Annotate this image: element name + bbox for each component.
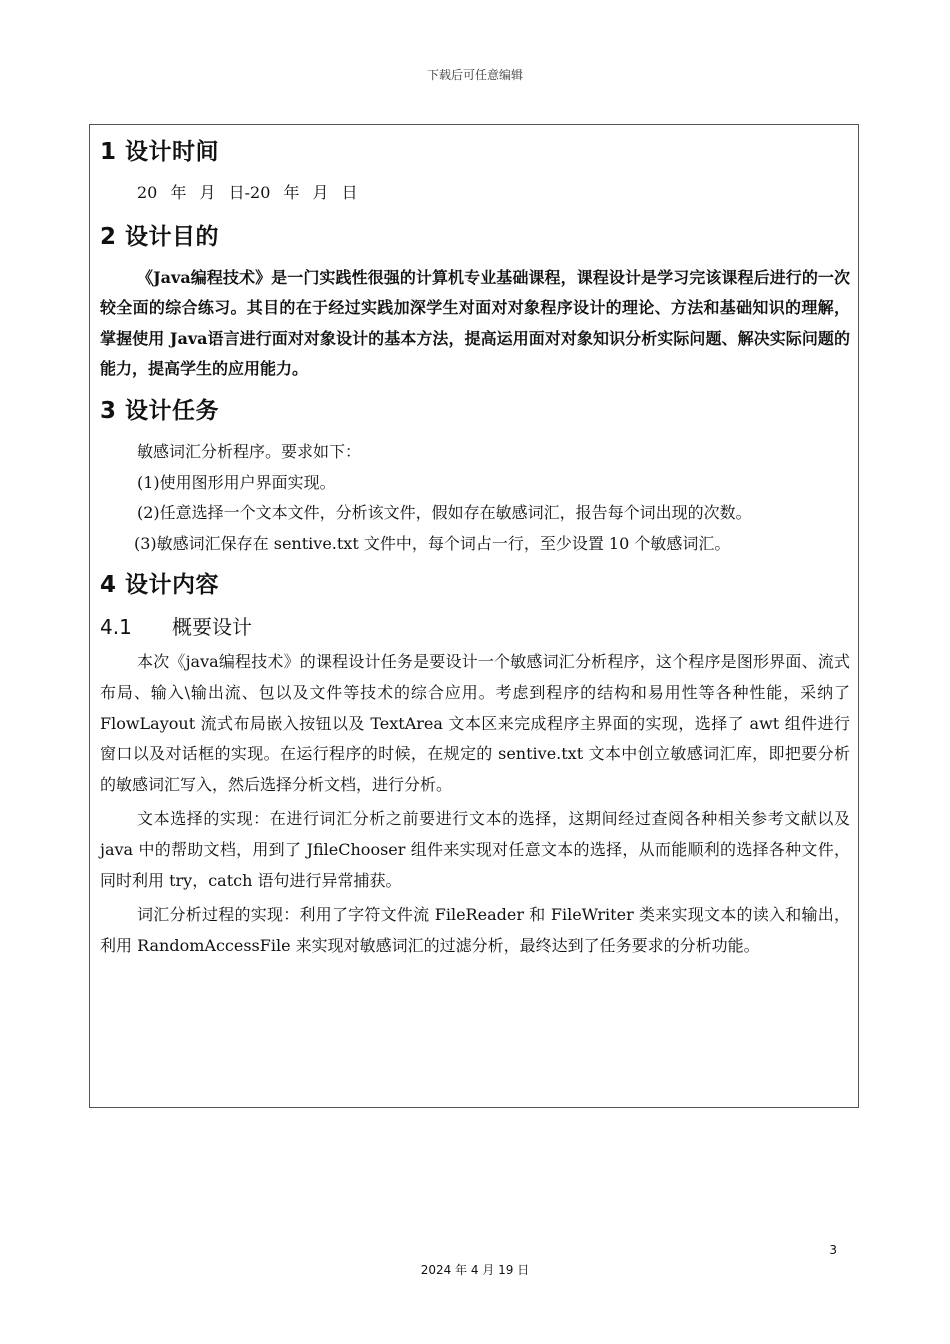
- section-1-title: 1 设计时间: [100, 139, 220, 165]
- task-intro: 敏感词汇分析程序。要求如下：: [137, 441, 362, 461]
- subsection-number: 4.1: [100, 615, 132, 640]
- task-requirement-1: (1)使用图形用户界面实现。: [137, 472, 336, 492]
- overview-paragraph-2: 文本选择的实现：在进行词汇分析之前要进行文本的选择，这期间经过查阅各种相关参考文献以及 java 中的帮助文档，用到了 JfileChooser 组件来实现对任意文本的选择，从而能顺利的选择各种文件，同时利用 try，catch 语句进行异常捕获。: [100, 809, 850, 890]
- header-note: 下载后可任意编辑: [426, 68, 523, 82]
- task-requirement-3: (3)敏感词汇保存在 sentive.txt 文件中，每个词占一行，至少设置 10 个敏感词汇。: [134, 533, 731, 553]
- section-3-title: 3 设计任务: [100, 397, 220, 424]
- subsection-label: 概要设计: [172, 615, 252, 640]
- footer-date: 2024 年 4 月 19 日: [420, 1263, 530, 1277]
- design-purpose-paragraph: 《Java编程技术》是一门实践性很强的计算机专业基础课程，课程设计是学习完该课程后进行的一次较全面的综合练习。其目的在于经过实践加深学生对面对对象程序设计的理论、方法和基础知识的理解，掌握使用 Java语言进行面对对象设计的基本方法，提高运用面对对象知识分析实际问题、解决实际问题的能力，提高学生的应用能力。: [100, 267, 850, 379]
- document-body: [100, 130, 850, 961]
- task-requirement-2: (2)任意选择一个文本文件，分析该文件，假如存在敏感词汇，报告每个词出现的次数。: [137, 503, 752, 523]
- subsection-4-1-title: [100, 607, 850, 647]
- overview-paragraph-3: 词汇分析过程的实现：利用了字符文件流 FileReader 和 FileWriter 类来实现文本的读入和输出，利用 RandomAccessFile 来实现对敏感词汇的过滤分析，最终达到了任务要求的分析功能。: [100, 905, 850, 955]
- page-number: 3: [829, 1243, 837, 1257]
- section-4-title: 4 设计内容: [100, 572, 220, 599]
- overview-paragraph-1: 本次《java编程技术》的课程设计任务是要设计一个敏感词汇分析程序，这个程序是图形界面、流式布局、输入\输出流、包以及文件等技术的综合应用。考虑到程序的结构和易用性等各种性能，采纳了 FlowLayout 流式布局嵌入按钮以及 TextArea 文本区来完成程序主界面的实现，选择了 awt 组件进行窗口以及对话框的实现。在运行程序的时候，在规定的 sentive.txt 文本中创立敏感词汇库，即把要分析的敏感词汇写入，然后选择分析文档，进行分析。: [100, 652, 850, 794]
- section-2-title: 2 设计目的: [100, 223, 220, 250]
- design-date-line: 20 年 月 日-20 年 月 日: [137, 183, 358, 202]
